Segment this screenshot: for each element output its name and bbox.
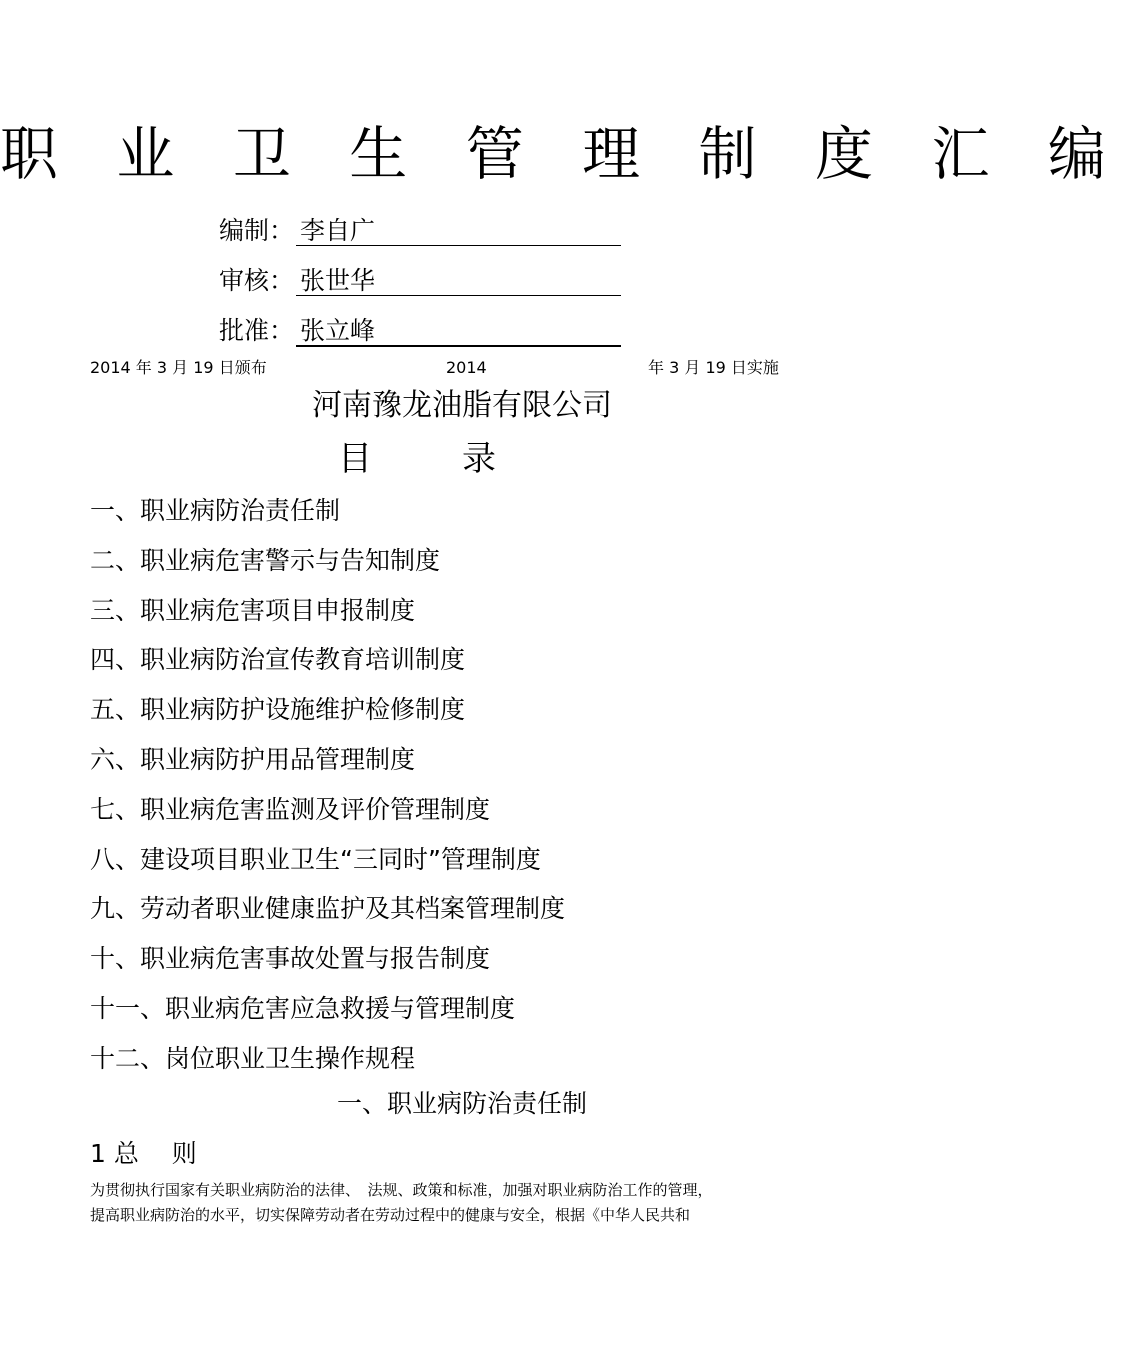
effective-year: 2014 [446,358,487,377]
toc-item: 九、劳动者职业健康监护及其档案管理制度 [90,894,566,924]
effective-date: 年 3 月 19 日实施 [648,358,779,377]
compiled-by-row [219,214,621,248]
toc-item: 六、职业病防护用品管理制度 [90,744,416,774]
section-title: 一、职业病防治责任制 [336,1089,587,1118]
reviewed-by-value: 张世华 [296,267,621,296]
toc-item: 十一、职业病危害应急救援与管理制度 [90,993,516,1023]
issue-date: 2014 年 3 月 19 日颁布 [90,358,267,377]
reviewed-by-row [219,264,621,298]
toc-heading: 目录 [338,439,586,479]
toc-item: 三、职业病危害项目申报制度 [90,595,416,625]
toc-item: 七、职业病危害监测及评价管理制度 [90,794,491,824]
body-line: 为贯彻执行国家有关职业病防治的法律、 法规、政策和标准，加强对职业病防治工作的管理， [90,1181,713,1199]
toc-item: 四、职业病防治宣传教育培训制度 [90,645,466,675]
toc-item: 八、建设项目职业卫生“三同时”管理制度 [90,844,541,874]
toc-list [90,486,565,1084]
approved-by-value: 张立峰 [296,317,621,347]
approved-by-row [219,314,621,348]
toc-item: 十二、岗位职业卫生操作规程 [90,1043,416,1073]
reviewed-by-label: 审核： [219,266,295,295]
compiled-by-value: 李自广 [296,217,621,246]
document-title: 职 业 卫 生 管 理 制 度 汇 编 [0,120,1126,188]
toc-item: 一、职业病防治责任制 [90,496,341,525]
body-line: 提高职业病防治的水平，切实保障劳动者在劳动过程中的健康与安全，根据《中华人民共和 [90,1206,691,1224]
toc-item: 十、职业病危害事故处置与报告制度 [90,944,491,974]
toc-item: 五、职业病防护设施维护检修制度 [90,695,466,725]
sub-heading: 1 总 则 [90,1139,197,1168]
body-paragraph [90,1178,850,1228]
company-name: 河南豫龙油脂有限公司 [312,388,612,423]
approved-by-label: 批准： [219,316,295,345]
compiled-by-label: 编制： [219,216,295,245]
toc-item: 二、职业病危害警示与告知制度 [90,545,441,575]
